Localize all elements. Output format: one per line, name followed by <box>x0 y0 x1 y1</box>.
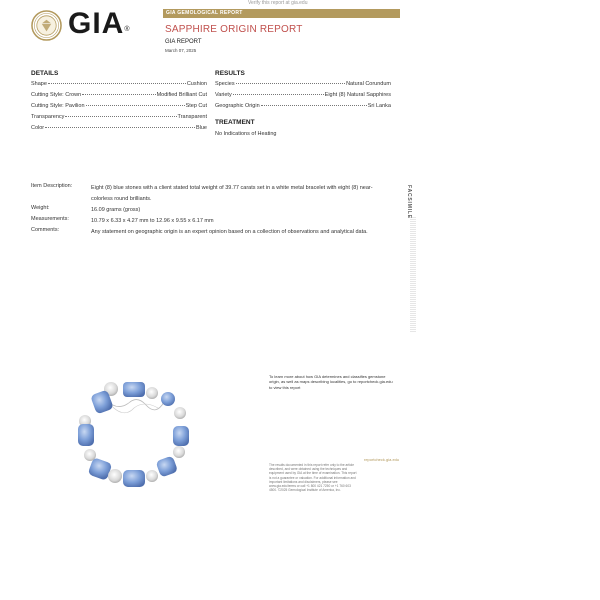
diamond-stone <box>173 446 185 458</box>
learn-more-text: To learn more about how GIA determines and classifies gemstone origin, as well as maps describing localities, go to reportcheck.gia.edu to view this report <box>269 374 393 390</box>
comments-value: Any statement on geographic origin is an expert opinion based on a collection of observations and analytical data. <box>91 229 368 235</box>
sapphire-stone <box>155 455 178 477</box>
results-heading: RESULTS <box>215 70 245 77</box>
item-description-row <box>31 183 391 205</box>
measurements-row <box>31 216 391 227</box>
diamond-stone <box>108 469 122 483</box>
measurements-value: 10.79 x 6.33 x 4.27 mm to 12.96 x 9.55 x 6.17 mm <box>91 218 214 224</box>
measurements-label: Measurements: <box>31 216 69 222</box>
diamond-stone <box>146 470 158 482</box>
item-description-label: Item Description: <box>31 183 73 189</box>
gia-seal-icon <box>31 10 62 41</box>
verify-text: Verify this report at gia.edu <box>248 0 308 6</box>
sapphire-stone <box>123 470 145 487</box>
bracelet-photo <box>68 372 198 492</box>
sapphire-stone <box>161 392 175 406</box>
details-row-color: Color Blue <box>31 125 207 131</box>
results-list <box>215 81 391 114</box>
results-row-origin: Geographic Origin Sri Lanka <box>215 103 391 109</box>
report-date: March 07, 2025 <box>165 48 197 53</box>
comments-label: Comments: <box>31 227 60 233</box>
details-row-transparency: Transparency Transparent <box>31 114 207 120</box>
sapphire-stone <box>78 424 94 446</box>
reportcheck-link[interactable]: reportcheck.gia.edu <box>364 457 400 462</box>
lab-name-bar: GIA GEMOLOGICAL REPORT <box>163 9 400 18</box>
comments-row <box>31 227 391 249</box>
details-row-pavilion: Cutting Style: Pavilion Step Cut <box>31 103 207 109</box>
results-row-species: Species Natural Corundum <box>215 81 391 87</box>
diamond-stone <box>174 407 186 419</box>
sapphire-stone <box>173 426 189 446</box>
details-row-crown: Cutting Style: Crown Modified Brilliant Cut <box>31 92 207 98</box>
facsimile-label: FACSIMILE <box>406 185 412 219</box>
treatment-text: No Indications of Heating <box>215 131 277 137</box>
weight-value: 16.09 grams (gross) <box>91 207 141 213</box>
details-heading: DETAILS <box>31 70 59 77</box>
weight-label: Weight: <box>31 205 50 211</box>
fine-print: The results documented in this report refer only to the article described, and were obtained using the techniques and equipment used by GIA at the time of examination. This report is not a guarantee or valuation. For additional information and important limitations and disclaimers, please see www.gia.edu/terms or call +1 800 421 7250 or +1 760 603 4500. ©2025 Gemological Institute of America, Inc. <box>269 463 357 493</box>
details-list <box>31 81 207 136</box>
item-info <box>31 183 391 253</box>
diamond-stone <box>146 387 158 399</box>
details-row-shape: Shape Cushion <box>31 81 207 87</box>
report-title: SAPPHIRE ORIGIN REPORT <box>165 24 303 35</box>
report-subtitle: GIA REPORT <box>165 39 202 45</box>
results-row-variety: Variety Eight (8) Natural Sapphires <box>215 92 391 98</box>
weight-row <box>31 205 391 216</box>
treatment-heading: TREATMENT <box>215 119 255 126</box>
item-description-value: Eight (8) blue stones with a client stated total weight of 39.77 carats set in a white metal bracelet with eight (8) near-colorless round brilliants. <box>91 185 373 202</box>
facsimile-strip <box>405 183 417 338</box>
sapphire-stone <box>123 382 145 397</box>
gia-logo: GIA® <box>68 7 131 40</box>
